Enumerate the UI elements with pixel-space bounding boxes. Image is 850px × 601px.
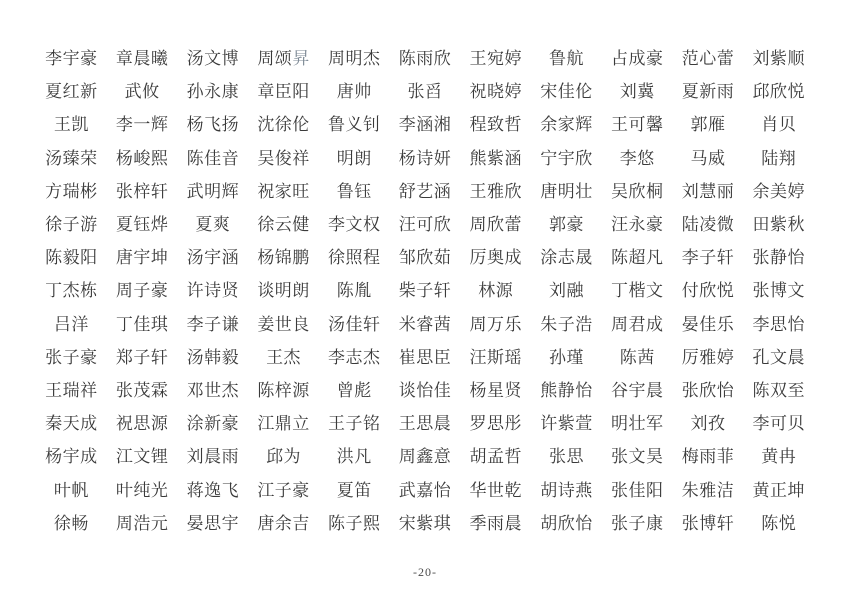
name-item: 李子轩 (681, 248, 735, 268)
name-item: 张子康 (610, 513, 664, 533)
name-item: 祝家旺 (257, 181, 310, 201)
name-item: 陈佳音 (186, 148, 240, 168)
name-item: 叶帆 (53, 480, 89, 500)
name-item: 陈胤 (336, 281, 372, 301)
name-item: 孙永康 (186, 82, 240, 102)
name-item: 柴子轩 (398, 281, 452, 301)
name-item: 朱雅洁 (681, 480, 735, 500)
name-item: 陈子熙 (328, 513, 381, 533)
name-item: 汤佳轩 (328, 314, 381, 334)
name-item: 吕洋 (53, 314, 89, 334)
name-item: 夏笛 (336, 480, 372, 500)
name-item: 张子豪 (45, 347, 98, 367)
name-item: 张舀 (407, 82, 443, 102)
name-item: 王凯 (53, 115, 89, 135)
name-item: 杨宇成 (45, 447, 98, 467)
name-item: 汤文博 (186, 49, 240, 69)
name-item: 江文锂 (115, 447, 169, 467)
name-row (36, 306, 814, 339)
name-item: 王子铭 (328, 414, 381, 434)
name-item: 熊紫涵 (469, 148, 523, 168)
name-item: 郭雁 (690, 115, 726, 135)
name-grid (36, 40, 814, 538)
name-item: 宁宇欣 (540, 148, 593, 168)
name-item: 章晨曦 (115, 49, 169, 69)
name-item: 程致哲 (469, 115, 523, 135)
name-item: 周颂昇 (257, 49, 310, 69)
name-item: 江鼎立 (257, 414, 310, 434)
name-item: 邓世杰 (186, 380, 240, 400)
name-item: 邱欣悦 (752, 82, 805, 102)
name-item: 唐帅 (336, 82, 372, 102)
name-item: 晏佳乐 (681, 314, 735, 334)
name-item: 黄冉 (761, 447, 797, 467)
name-item: 李涵湘 (398, 115, 452, 135)
name-item: 范心蕾 (681, 49, 735, 69)
name-item: 祝思源 (115, 414, 169, 434)
name-item: 余家辉 (540, 115, 593, 135)
name-item: 郭豪 (549, 215, 584, 235)
name-item: 杨诗妍 (398, 148, 452, 168)
name-item: 杨星贤 (469, 380, 523, 400)
name-item: 晏思宇 (186, 513, 240, 533)
page-number: -20- (413, 565, 437, 579)
name-item: 朱子浩 (540, 314, 593, 334)
name-item: 李文权 (328, 215, 381, 235)
name-item: 章臣阳 (257, 82, 310, 102)
name-item: 许紫萱 (540, 414, 593, 434)
name-item: 祝晓婷 (469, 82, 523, 102)
name-item: 罗思彤 (469, 414, 523, 434)
name-item: 陈毅阳 (45, 248, 98, 268)
name-item: 涂志晟 (540, 248, 593, 268)
name-item: 丁佳琪 (115, 314, 169, 334)
name-item: 王雅欣 (469, 181, 523, 201)
name-item: 武嘉怡 (398, 480, 452, 500)
name-item: 周万乐 (469, 314, 523, 334)
name-row (36, 106, 814, 139)
name-item: 孔文晨 (752, 347, 805, 367)
name-item: 蒋逸飞 (186, 480, 240, 500)
name-item: 周明杰 (328, 49, 381, 69)
name-item: 孙瑾 (549, 347, 584, 367)
name-item: 刘慧丽 (681, 181, 735, 201)
name-item: 谈明朗 (257, 281, 310, 301)
name-item: 张佳阳 (610, 480, 664, 500)
name-item: 汪可欣 (398, 215, 452, 235)
name-row (36, 140, 814, 173)
name-item: 叶纯光 (115, 480, 169, 500)
name-item: 武攸 (124, 82, 160, 102)
name-item: 周欣蕾 (469, 215, 523, 235)
name-item: 夏红新 (45, 82, 98, 102)
name-item: 杨飞扬 (186, 115, 240, 135)
name-item: 崔思臣 (398, 347, 452, 367)
name-item: 陆凌微 (681, 215, 735, 235)
name-item: 陈悦 (761, 513, 797, 533)
name-item: 汤宇涵 (186, 248, 240, 268)
name-item: 邱为 (266, 447, 302, 467)
name-row (36, 372, 814, 405)
name-item: 陈雨欣 (398, 49, 452, 69)
name-item: 周鑫意 (398, 447, 452, 467)
name-item: 吴欣桐 (610, 181, 664, 201)
name-item: 王思晨 (398, 414, 452, 434)
name-item: 刘孜 (690, 414, 726, 434)
name-item: 鲁航 (549, 49, 584, 69)
name-item: 厉雅婷 (681, 347, 735, 367)
name-item: 刘融 (549, 281, 584, 301)
name-item: 夏钰烨 (115, 215, 169, 235)
name-item: 曾彪 (336, 380, 372, 400)
name-item: 张静怡 (752, 248, 805, 268)
name-item: 陆翔 (761, 148, 797, 168)
name-item: 王杰 (266, 347, 302, 367)
name-item: 谈怡佳 (398, 380, 452, 400)
name-item: 华世乾 (469, 480, 523, 500)
name-item: 肖贝 (761, 115, 797, 135)
name-item: 付欣悦 (681, 281, 735, 301)
name-item: 舒艺涵 (398, 181, 452, 201)
name-item: 占成豪 (610, 49, 664, 69)
name-item: 许诗贤 (186, 281, 240, 301)
name-item: 方瑞彬 (45, 181, 98, 201)
name-row (36, 73, 814, 106)
name-item: 张思 (549, 447, 584, 467)
name-item: 李宇豪 (45, 49, 98, 69)
name-item: 徐云健 (257, 215, 310, 235)
name-item: 夏爽 (195, 215, 231, 235)
name-item: 明壮军 (610, 414, 664, 434)
name-row (36, 40, 814, 73)
name-row (36, 438, 814, 471)
name-item: 张博文 (752, 281, 805, 301)
name-item: 鲁义钊 (328, 115, 381, 135)
name-item: 黄正坤 (752, 480, 805, 500)
name-item: 明朗 (336, 148, 372, 168)
name-row (36, 173, 814, 206)
name-item: 熊静怡 (540, 380, 593, 400)
name-item: 秦天成 (45, 414, 98, 434)
name-item: 洪凡 (336, 447, 372, 467)
name-item: 张茂霖 (115, 380, 169, 400)
name-item: 陈茜 (619, 347, 655, 367)
name-item: 周子豪 (115, 281, 169, 301)
name-item: 刘紫顺 (752, 49, 805, 69)
name-item: 张欣怡 (681, 380, 735, 400)
name-item: 李子谦 (186, 314, 240, 334)
name-item: 周君成 (610, 314, 664, 334)
name-item: 田紫秋 (752, 215, 805, 235)
light-character: 昇 (292, 49, 310, 69)
name-item: 丁杰栋 (45, 281, 98, 301)
name-item: 唐宇坤 (115, 248, 169, 268)
name-item: 厉奥成 (469, 248, 523, 268)
name-item: 季雨晨 (469, 513, 523, 533)
name-item: 杨锦鹏 (257, 248, 310, 268)
name-item: 唐明壮 (540, 181, 593, 201)
name-item: 周浩元 (115, 513, 169, 533)
name-item: 胡诗燕 (540, 480, 593, 500)
name-item: 张文昊 (610, 447, 664, 467)
name-item: 李思怡 (752, 314, 805, 334)
name-item: 丁楷文 (610, 281, 664, 301)
name-item: 唐余吉 (257, 513, 310, 533)
name-item: 江子豪 (257, 480, 310, 500)
name-item: 杨峻熙 (115, 148, 169, 168)
name-item: 李志杰 (328, 347, 381, 367)
name-item: 陈双至 (752, 380, 805, 400)
name-item: 汪永豪 (610, 215, 664, 235)
name-item: 刘冀 (619, 82, 655, 102)
name-item: 吴俊祥 (257, 148, 310, 168)
name-item: 陈超凡 (610, 248, 664, 268)
name-item: 徐畅 (53, 513, 89, 533)
name-item: 王瑞祥 (45, 380, 98, 400)
name-item: 汪斯瑶 (469, 347, 523, 367)
name-item: 鲁钰 (336, 181, 372, 201)
name-item: 胡孟哲 (469, 447, 523, 467)
name-item: 徐子游 (45, 215, 98, 235)
name-item: 谷宇晨 (610, 380, 664, 400)
name-item: 林源 (478, 281, 514, 301)
name-row (36, 339, 814, 372)
name-item: 王宛婷 (469, 49, 523, 69)
name-item: 宋紫琪 (398, 513, 452, 533)
name-row (36, 239, 814, 272)
name-item: 李一辉 (115, 115, 169, 135)
name-item: 沈徐伦 (257, 115, 310, 135)
name-row (36, 505, 814, 538)
name-item: 张梓轩 (115, 181, 169, 201)
name-item: 梅雨菲 (681, 447, 735, 467)
name-item: 米睿茜 (398, 314, 452, 334)
name-item: 夏新雨 (681, 82, 735, 102)
name-item: 余美婷 (752, 181, 805, 201)
name-item: 胡欣怡 (540, 513, 593, 533)
name-item: 汤臻荣 (45, 148, 98, 168)
name-item: 马威 (690, 148, 726, 168)
name-item: 武明辉 (186, 181, 240, 201)
name-item: 宋佳伦 (540, 82, 593, 102)
name-item: 邹欣茹 (398, 248, 452, 268)
name-item: 张博轩 (681, 513, 735, 533)
name-item: 郑子轩 (115, 347, 169, 367)
name-item: 汤韩毅 (186, 347, 240, 367)
name-row (36, 405, 814, 438)
name-row (36, 471, 814, 504)
name-item: 陈梓源 (257, 380, 310, 400)
name-item: 李悠 (619, 148, 655, 168)
name-item: 涂新豪 (186, 414, 240, 434)
name-item: 姜世良 (257, 314, 310, 334)
name-row (36, 206, 814, 239)
name-item: 王可馨 (610, 115, 664, 135)
name-item: 刘晨雨 (186, 447, 240, 467)
name-item: 李可贝 (752, 414, 805, 434)
name-row (36, 272, 814, 305)
name-item: 徐照程 (328, 248, 381, 268)
